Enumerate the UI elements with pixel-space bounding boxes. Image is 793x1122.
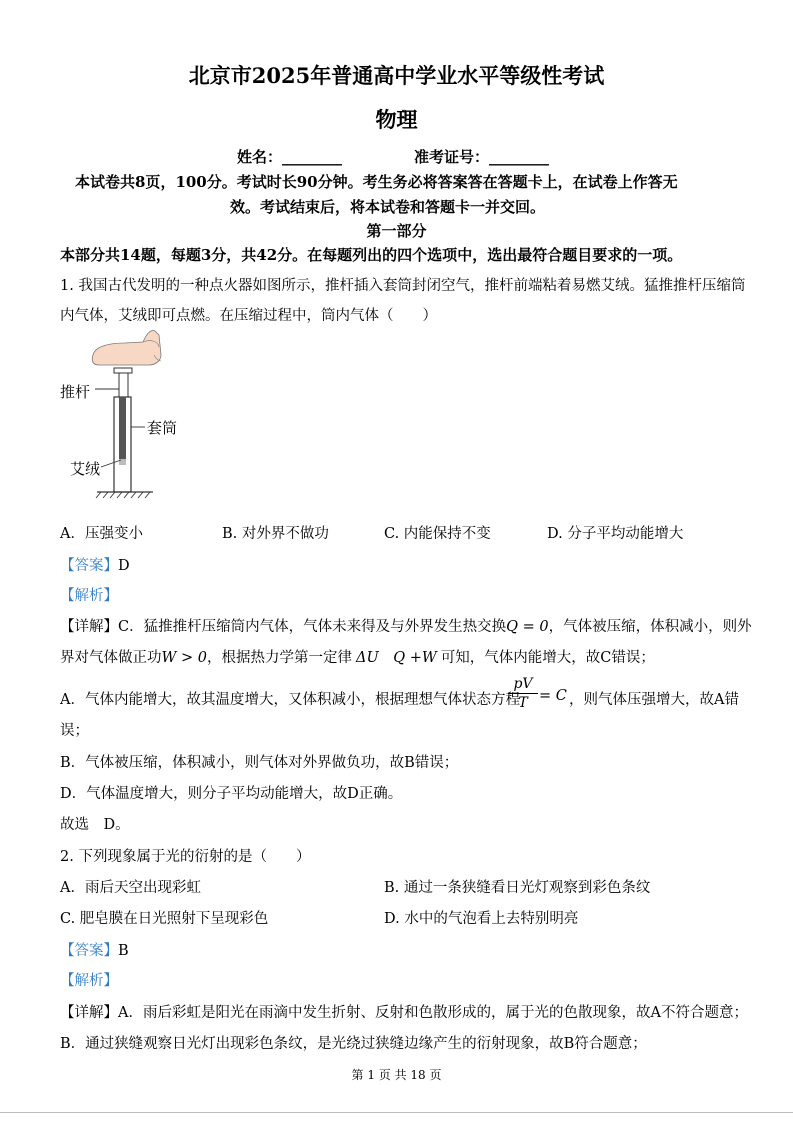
q2-stem: 2. 下列现象属于光的衍射的是（ ）: [60, 849, 311, 865]
q1-analysis-a-line1-end: ，则气体压强增大，故A错: [569, 692, 739, 708]
label-moxa: 艾绒: [70, 460, 101, 478]
q1-answer: [60, 554, 130, 575]
label-push-rod: 推杆: [60, 383, 91, 401]
name-field: [237, 146, 342, 167]
q1-option-a: A．压强变小: [60, 526, 143, 542]
q1-eq-numerator: pV: [513, 676, 533, 692]
q2-option-b: B. 通过一条狭缝看日光灯观察到彩色条纹: [384, 880, 651, 896]
q1-option-d: D. 分子平均动能增大: [547, 526, 684, 542]
q2-answer: [60, 939, 129, 960]
exam-id-blank: ________: [489, 148, 550, 166]
q1-eq-gas-law-fraction: [505, 676, 541, 711]
q2-option-c: C. 肥皂膜在日光照射下呈现彩色: [60, 911, 269, 927]
q1-eq-first-law: ΔU Q +W: [356, 650, 437, 666]
q1-eq-gas-law-rhs: = C: [539, 688, 567, 704]
instructions-line1: 本试卷共8页，100分。考试时长90分钟。考生务必将答案答在答题卡上，在试卷上作答无: [75, 173, 678, 191]
part-intro: 本部分共14题，每题3分，共42分。在每题列出的四个选项中，选出最符合题目要求的一项。: [60, 246, 683, 264]
q2-detail-a: [60, 1001, 748, 1022]
footer-divider: [0, 1112, 793, 1113]
q1-detail-line2: [60, 646, 655, 667]
q1-analysis-text: A．气体内能增大，故其温度增大，又体积减小，根据理想气体状态方程: [60, 692, 520, 708]
part-title: 第一部分: [366, 222, 427, 240]
rod-inside-sleeve: [119, 397, 126, 459]
hand-illustration: [92, 330, 161, 365]
q1-detail-text: ，根据热力学第一定律: [207, 650, 352, 666]
q1-answer-value: D: [118, 558, 130, 574]
q1-option-b: B. 对外界不做功: [222, 526, 329, 542]
q1-analysis-a-line1: [60, 688, 520, 709]
q1-detail-text: C．猛推推杆压缩筒内气体，气体未来得及与外界发生热交换: [118, 619, 507, 635]
name-label: 姓名：: [237, 148, 283, 166]
q2-detail-text: A．雨后彩虹是阳光在雨滴中发生折射、反射和色散形成的，属于光的色散现象，故A不符合题意；: [118, 1005, 748, 1021]
q1-stem-line2: 内气体，艾绒即可点燃。在压缩过程中，筒内气体（ ）: [60, 308, 437, 324]
exam-id-label: 准考证号：: [414, 148, 490, 166]
q1-eq-denominator: T: [518, 695, 528, 711]
q2-answer-tag: 【答案】: [60, 943, 118, 959]
name-blank: ________: [282, 148, 343, 166]
q2-analysis-tag: 【解析】: [60, 973, 118, 989]
label-sleeve: 套筒: [147, 419, 178, 437]
q1-choose: 故选 D。: [60, 817, 130, 833]
instructions-line2: 效。考试结束后，将本试卷和答题卡一并交回。: [230, 198, 546, 216]
q1-option-c: C. 内能保持不变: [384, 526, 491, 542]
q1-detail-text: 可知，气体内能增大，故C错误；: [440, 650, 655, 666]
q1-answer-tag: 【答案】: [60, 558, 118, 574]
q2-detail-tag: 【详解】: [60, 1005, 118, 1021]
subject-title: 物理: [375, 107, 418, 132]
exam-title: 北京市2025年普通高中学业水平等级性考试: [188, 63, 605, 88]
q2-detail-b: B．通过狭缝观察日光灯出现彩色条纹，是光绕过狭缝边缘产生的衍射现象，故B符合题意；: [60, 1036, 647, 1052]
q2-answer-value: B: [118, 943, 129, 959]
q1-analysis-b: B．气体被压缩，体积减小，则气体对外界做负功，故B错误；: [60, 755, 459, 771]
exam-id-field: [414, 146, 549, 167]
q2-option-a: A．雨后天空出现彩虹: [60, 880, 201, 896]
q1-detail-line1: [60, 615, 752, 636]
q1-detail-text: 界对气体做正功: [60, 650, 162, 666]
q1-analysis-a-line2: 误；: [60, 723, 89, 739]
fraction-bar: [508, 693, 538, 694]
push-rod-cap: [114, 368, 132, 373]
q1-analysis-tag: 【解析】: [60, 588, 118, 604]
page-footer: 第 1 页 共 18 页: [351, 1068, 442, 1082]
q1-detail-tag: 【详解】: [60, 619, 118, 635]
q1-eq-w-positive: W > 0: [161, 650, 207, 666]
q1-detail-text: ，气体被压缩，体积减小，则外: [548, 619, 752, 635]
ground-hatching: [96, 492, 150, 498]
q1-stem-line1: 1. 我国古代发明的一种点火器如图所示，推杆插入套筒封闭空气，推杆前端粘着易燃艾绒。猛推推杆压缩筒: [60, 278, 746, 294]
q1-analysis-d: D．气体温度增大，则分子平均动能增大，故D正确。: [60, 786, 403, 802]
q1-eq-q-zero: Q = 0: [506, 619, 549, 635]
q2-option-d: D. 水中的气泡看上去特别明亮: [384, 911, 579, 927]
